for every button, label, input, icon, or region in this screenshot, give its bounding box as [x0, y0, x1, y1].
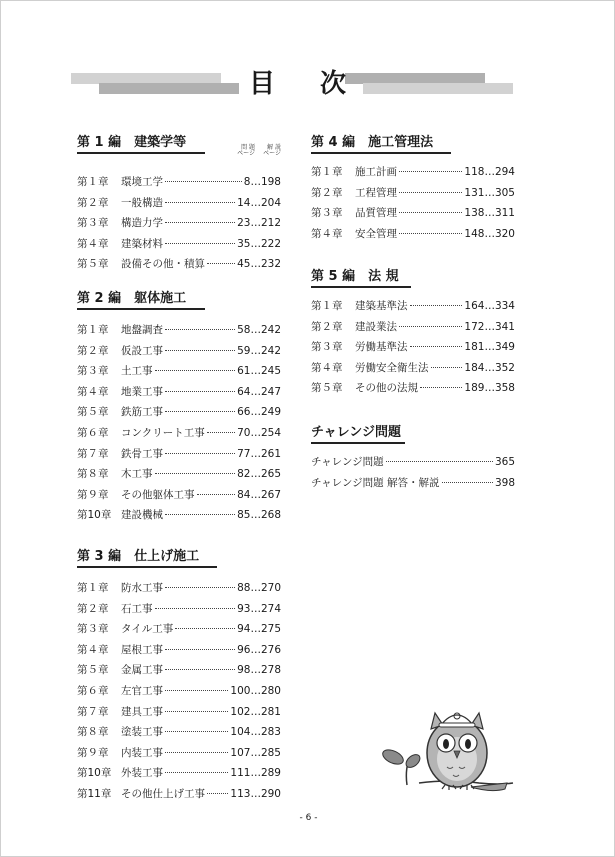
chapter-number: 第３章	[311, 207, 343, 220]
dot-leader	[165, 752, 228, 753]
section-3	[77, 545, 281, 807]
page-reference: 93…274	[237, 602, 281, 615]
chapter-list	[77, 580, 281, 807]
toc-entry	[77, 724, 281, 745]
toc-entry	[77, 642, 281, 663]
dot-leader	[175, 628, 235, 629]
chapter-title: その他躯体工事	[121, 488, 195, 501]
toc-entry	[311, 339, 515, 360]
page-reference: 184…352	[464, 361, 515, 374]
chapter-number: 第７章	[77, 447, 109, 460]
page-reference: 102…281	[230, 705, 281, 718]
dot-leader	[431, 367, 463, 368]
chapter-title: 鉄骨工事	[121, 447, 163, 460]
page-reference: 94…275	[237, 623, 281, 636]
page-reference: 100…280	[230, 684, 281, 697]
sub-header-answers: 解 説 ページ	[263, 144, 281, 157]
chapter-title: 左官工事	[121, 684, 163, 697]
page-reference: 98…278	[237, 664, 281, 677]
toc-entry	[77, 384, 281, 405]
chapter-number: 第１章	[311, 300, 343, 312]
chapter-title: 建設業法	[355, 320, 397, 333]
toc-entry	[77, 446, 281, 467]
chapter-number: 第２章	[77, 196, 109, 209]
toc-entry	[77, 215, 281, 236]
dot-leader	[165, 587, 235, 588]
dot-leader	[386, 461, 493, 462]
toc-entry	[77, 704, 281, 725]
page-number: - 6 -	[299, 813, 318, 823]
page-reference: 111…289	[230, 767, 281, 780]
dot-leader	[165, 772, 228, 773]
owl-mascot-illustration	[379, 701, 519, 801]
chapter-title: 内装工事	[121, 746, 163, 759]
chapter-title: その他の法規	[355, 382, 418, 395]
chapter-number: 第６章	[77, 426, 109, 439]
dot-leader	[207, 793, 228, 794]
dot-leader	[442, 482, 493, 483]
toc-entry	[77, 487, 281, 508]
chapter-number: 第４章	[77, 643, 109, 656]
toc-entry	[77, 256, 281, 277]
page-reference: 138…311	[464, 207, 515, 220]
section-1	[77, 131, 281, 277]
chapter-title: 土工事	[121, 365, 153, 378]
chapter-title: 建築材料	[121, 237, 163, 250]
toc-entry	[311, 164, 515, 185]
chapter-number: 第１章	[77, 176, 109, 188]
chapter-title: 労働安全衛生法	[355, 361, 429, 374]
toc-entry	[77, 195, 281, 216]
toc-entry	[311, 298, 515, 319]
toc-entry	[77, 322, 281, 343]
page-reference: 96…276	[237, 643, 281, 656]
chapter-title: 安全管理	[355, 227, 397, 240]
dot-leader	[410, 346, 463, 347]
chapter-number: 第３章	[77, 365, 109, 378]
dot-leader	[399, 192, 462, 193]
dot-leader	[165, 453, 235, 454]
chapter-number: 第４章	[311, 361, 343, 374]
dot-leader	[399, 326, 462, 327]
chapter-title: 施工計画	[355, 166, 397, 178]
dot-leader	[155, 370, 236, 371]
dot-leader	[165, 350, 235, 351]
chapter-number: 第10章	[77, 509, 112, 522]
toc-entry	[311, 205, 515, 226]
chapter-number: 第４章	[77, 237, 109, 250]
chapter-title: 設備その他・積算	[121, 258, 205, 271]
page-reference: 82…265	[237, 468, 281, 481]
page-reference: 85…268	[237, 509, 281, 522]
dot-leader	[207, 432, 235, 433]
section-heading: 第 1 編 建築学等	[77, 131, 205, 154]
chapter-list	[311, 164, 515, 246]
toc-entry	[77, 363, 281, 384]
chapter-title: 地業工事	[121, 385, 163, 398]
page-reference: 84…267	[237, 488, 281, 501]
page-reference: 107…285	[230, 746, 281, 759]
page-reference: 148…320	[464, 227, 515, 240]
page-reference: 8…198	[243, 176, 281, 188]
chapter-number: 第２章	[77, 602, 109, 615]
page-reference: 104…283	[230, 726, 281, 739]
chapter-number: 第９章	[77, 746, 109, 759]
chapter-title: 環境工学	[121, 176, 163, 188]
section-challenge	[311, 421, 515, 495]
chapter-title: 建設機械	[121, 509, 163, 522]
toc-entry	[77, 236, 281, 257]
chapter-number: 第１章	[77, 324, 109, 336]
chapter-number: 第４章	[311, 227, 343, 240]
dot-leader	[165, 243, 235, 244]
toc-entry	[77, 404, 281, 425]
toc-entry	[311, 319, 515, 340]
chapter-title: 構造力学	[121, 217, 163, 230]
toc-entry	[77, 745, 281, 766]
toc-entry	[77, 765, 281, 786]
chapter-title: 品質管理	[355, 207, 397, 220]
chapter-number: 第５章	[311, 382, 343, 395]
chapter-title: 仮設工事	[121, 344, 163, 357]
toc-entry	[77, 425, 281, 446]
page-reference: 365	[494, 456, 515, 468]
page-reference: 35…222	[237, 237, 281, 250]
chapter-title: 石工事	[121, 602, 153, 615]
chapter-title: 工程管理	[355, 186, 397, 199]
page-reference: 113…290	[230, 787, 281, 800]
page-title: 目 次	[249, 69, 365, 99]
chapter-number: 第６章	[77, 684, 109, 697]
dot-leader	[165, 711, 228, 712]
section-heading: 第 4 編 施工管理法	[311, 131, 451, 154]
chapter-title: タイル工事	[121, 623, 174, 636]
section-heading: 第 5 編 法 規	[311, 265, 411, 288]
section-heading: チャレンジ問題	[311, 421, 405, 444]
chapter-number: 第３章	[311, 341, 343, 354]
page-reference: 64…247	[237, 385, 281, 398]
toc-entry	[77, 601, 281, 622]
toc-entry	[311, 475, 515, 496]
page-reference: 131…305	[464, 186, 515, 199]
page-reference: 118…294	[464, 166, 515, 178]
toc-entry	[77, 466, 281, 487]
chapter-title: 金属工事	[121, 664, 163, 677]
chapter-number: 第10章	[77, 767, 112, 780]
title-bar-left-dark	[99, 83, 239, 94]
chapter-title: 一般構造	[121, 196, 163, 209]
toc-entry	[77, 174, 281, 195]
chapter-number: 第７章	[77, 705, 109, 718]
dot-leader	[165, 514, 235, 515]
chapter-title: 木工事	[121, 468, 153, 481]
chapter-title: 鉄筋工事	[121, 406, 163, 419]
chapter-list	[311, 454, 515, 495]
page-reference: 14…204	[237, 196, 281, 209]
toc-entry	[311, 380, 515, 401]
dot-leader	[207, 263, 235, 264]
page-reference: 59…242	[237, 344, 281, 357]
dot-leader	[165, 649, 235, 650]
dot-leader	[165, 329, 235, 330]
chapter-title: チャレンジ問題 解答・解説	[311, 476, 440, 489]
chapter-number: 第１章	[77, 582, 109, 594]
dot-leader	[155, 473, 236, 474]
page-reference: 66…249	[237, 406, 281, 419]
toc-entry	[77, 662, 281, 683]
dot-leader	[165, 411, 235, 412]
chapter-list	[77, 174, 281, 277]
page-reference: 172…341	[464, 320, 515, 333]
chapter-title: 地盤調査	[121, 324, 163, 336]
chapter-list	[311, 298, 515, 401]
chapter-title: 外装工事	[121, 767, 163, 780]
toc-entry	[77, 621, 281, 642]
dot-leader	[165, 731, 228, 732]
section-5	[311, 265, 515, 401]
page-reference: 398	[494, 476, 515, 489]
chapter-title: 防水工事	[121, 582, 163, 594]
page-reference: 45…232	[237, 258, 281, 271]
chapter-title: コンクリート工事	[121, 426, 205, 439]
chapter-list	[77, 322, 281, 528]
chapter-number: 第５章	[77, 258, 109, 271]
chapter-number: 第１章	[311, 166, 343, 178]
page-reference: 23…212	[237, 217, 281, 230]
chapter-title: 屋根工事	[121, 643, 163, 656]
dot-leader	[420, 387, 462, 388]
page-reference: 181…349	[464, 341, 515, 354]
dot-leader	[165, 181, 242, 182]
dot-leader	[165, 202, 235, 203]
chapter-title: 建築基準法	[355, 300, 408, 312]
section-heading: 第 2 編 躯体施工	[77, 287, 205, 310]
dot-leader	[410, 305, 463, 306]
page-reference: 77…261	[237, 447, 281, 460]
page-reference: 88…270	[237, 582, 281, 594]
dot-leader	[197, 494, 236, 495]
chapter-number: 第４章	[77, 385, 109, 398]
chapter-number: 第５章	[77, 664, 109, 677]
toc-entry	[77, 507, 281, 528]
page-reference: 61…245	[237, 365, 281, 378]
chapter-title: 建具工事	[121, 705, 163, 718]
chapter-title: 労働基準法	[355, 341, 408, 354]
chapter-title: その他仕上げ工事	[121, 787, 205, 800]
chapter-number: 第11章	[77, 787, 112, 800]
dot-leader	[165, 669, 235, 670]
chapter-number: 第２章	[311, 320, 343, 333]
page-reference: 70…254	[237, 426, 281, 439]
dot-leader	[155, 608, 236, 609]
toc-entry	[77, 683, 281, 704]
section-heading: 第 3 編 仕上げ施工	[77, 545, 217, 568]
section-2	[77, 287, 281, 528]
toc-entry	[77, 786, 281, 807]
toc-entry	[311, 226, 515, 247]
dot-leader	[165, 222, 235, 223]
toc-entry	[77, 580, 281, 601]
chapter-number: 第２章	[311, 186, 343, 199]
section-4	[311, 131, 515, 246]
chapter-number: 第８章	[77, 726, 109, 739]
sub-header-questions: 問 題 ページ	[237, 144, 255, 157]
page-reference: 164…334	[464, 300, 515, 312]
dot-leader	[165, 690, 228, 691]
chapter-number: 第５章	[77, 406, 109, 419]
dot-leader	[399, 171, 462, 172]
toc-entry	[77, 343, 281, 364]
chapter-number: 第８章	[77, 468, 109, 481]
page-reference: 189…358	[464, 382, 515, 395]
dot-leader	[399, 212, 462, 213]
chapter-number: 第２章	[77, 344, 109, 357]
toc-entry	[311, 454, 515, 475]
chapter-number: 第９章	[77, 488, 109, 501]
chapter-number: 第３章	[77, 217, 109, 230]
dot-leader	[399, 233, 462, 234]
chapter-title: 塗装工事	[121, 726, 163, 739]
page-reference: 58…242	[237, 324, 281, 336]
chapter-number: 第３章	[77, 623, 109, 636]
toc-entry	[311, 185, 515, 206]
toc-entry	[311, 360, 515, 381]
chapter-title: チャレンジ問題	[311, 456, 384, 468]
dot-leader	[165, 391, 235, 392]
title-bar-right-light	[363, 83, 513, 94]
